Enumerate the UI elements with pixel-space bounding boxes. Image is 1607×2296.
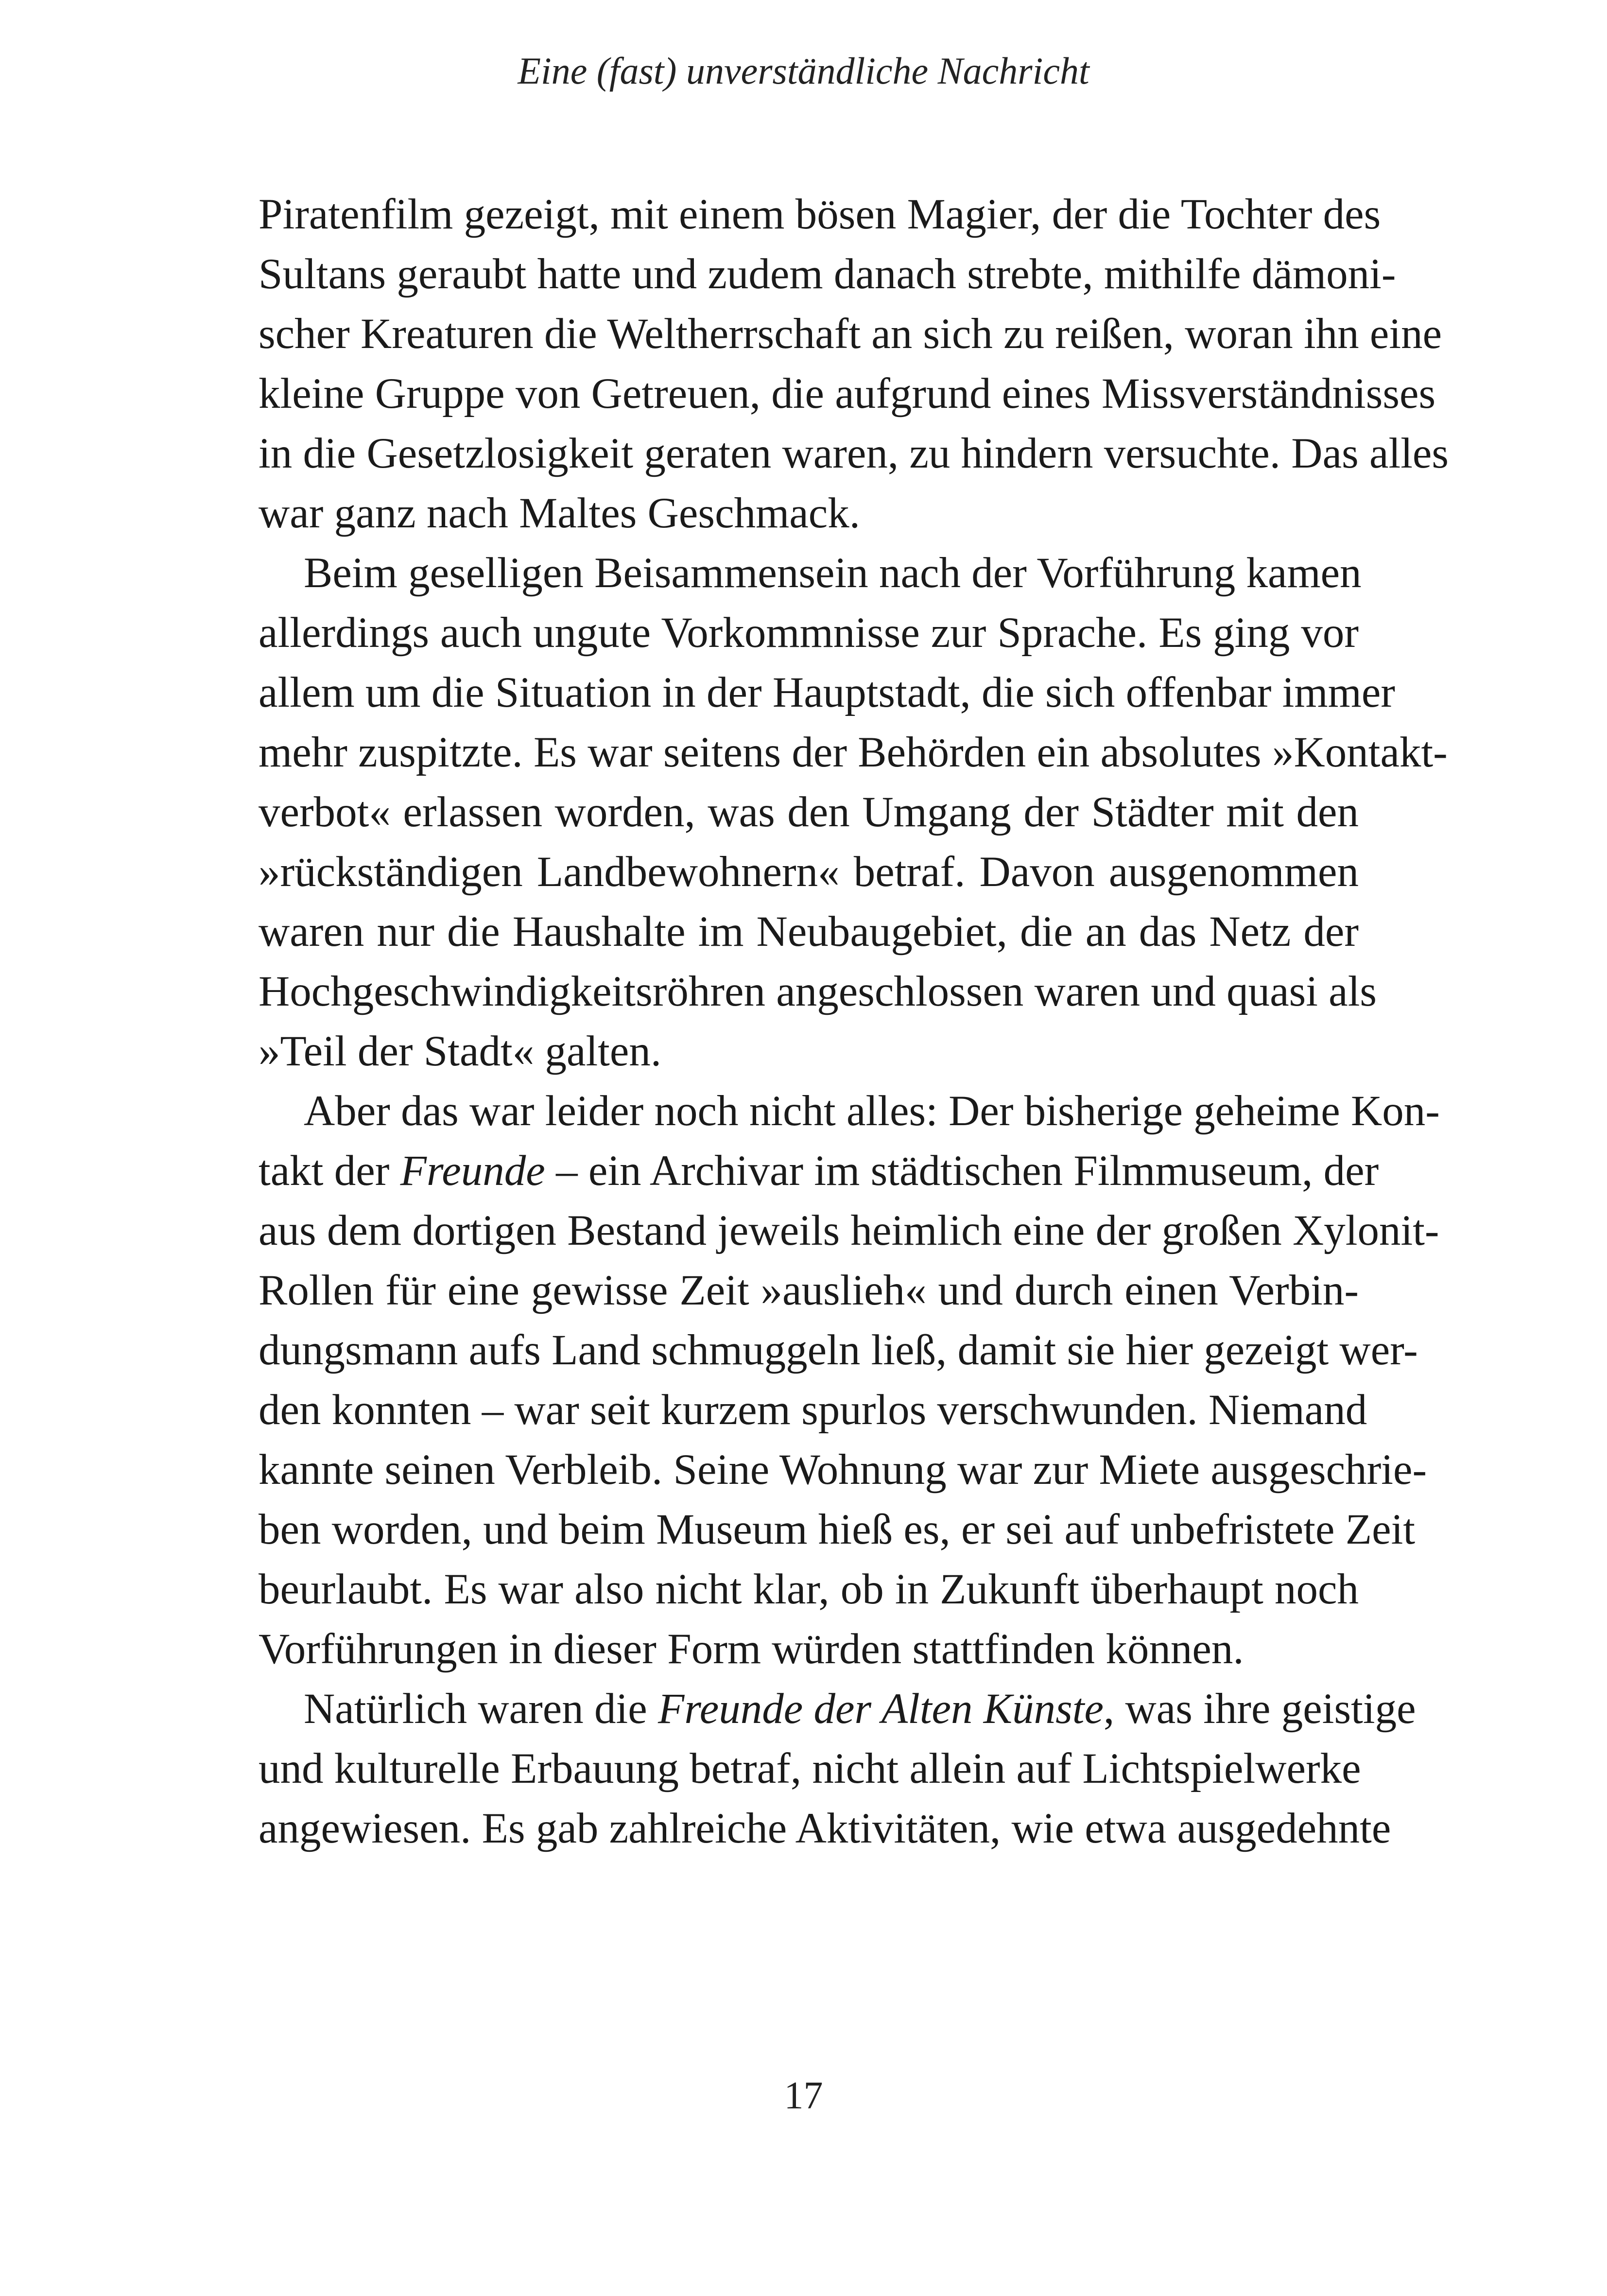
text-line: kannte seinen Verbleib. Seine Wohnung war zur Miete ausgeschrie- xyxy=(259,1446,1427,1494)
text-line: kleine Gruppe von Getreuen, die aufgrund eines Missverständnisses xyxy=(259,370,1436,417)
text-line: Beim geselligen Beisammensein nach der Vorführung kamen xyxy=(304,549,1362,597)
text-line: Aber das war leider noch nicht alles: Der bisherige geheime Kon- xyxy=(304,1087,1440,1135)
text-line: angewiesen. Es gab zahlreiche Aktivitäten, wie etwa ausgedehnte xyxy=(259,1805,1391,1852)
text-line: »rückständigen Landbewohnern« betraf. Davon ausgenommen xyxy=(259,848,1359,896)
text-line xyxy=(259,1679,1416,1739)
text-line: ben worden, und beim Museum hieß es, er sei auf unbefristete Zeit xyxy=(259,1506,1416,1553)
text-segment: , was ihre geistige xyxy=(1104,1685,1416,1733)
text-line: den konnten – war seit kurzem spurlos verschwunden. Niemand xyxy=(259,1386,1367,1434)
text-line: scher Kreaturen die Weltherrschaft an sich zu reißen, woran ihn eine xyxy=(259,310,1442,358)
text-segment: takt der xyxy=(259,1147,400,1195)
italic-text-segment: Freunde xyxy=(400,1147,545,1195)
text-line: Sultans geraubt hatte und zudem danach strebte, mithilfe dämoni- xyxy=(259,250,1396,298)
text-line: in die Gesetzlosigkeit geraten waren, zu hindern versuchte. Das alles xyxy=(259,430,1449,477)
page-number: 17 xyxy=(784,2074,823,2117)
text-line: allem um die Situation in der Hauptstadt, die sich offenbar immer xyxy=(259,669,1395,716)
text-line: dungsmann aufs Land schmuggeln ließ, damit sie hier gezeigt wer- xyxy=(259,1326,1418,1374)
text-line: aus dem dortigen Bestand jeweils heimlich eine der großen Xylonit- xyxy=(259,1207,1439,1254)
text-line: Hochgeschwindigkeitsröhren angeschlossen waren und quasi als xyxy=(259,968,1377,1015)
text-line: und kulturelle Erbauung betraf, nicht allein auf Lichtspielwerke xyxy=(259,1745,1361,1792)
text-line: Rollen für eine gewisse Zeit »auslieh« und durch einen Verbin- xyxy=(259,1267,1359,1314)
text-line: Piratenfilm gezeigt, mit einem bösen Magier, der die Tochter des xyxy=(259,191,1381,238)
text-line xyxy=(259,1141,1379,1201)
text-line: allerdings auch ungute Vorkommnisse zur Sprache. Es ging vor xyxy=(259,609,1359,657)
text-line: »Teil der Stadt« galten. xyxy=(259,1027,662,1075)
body-text xyxy=(259,185,1449,1859)
text-line: mehr zuspitzte. Es war seitens der Behörden ein absolutes »Kontakt- xyxy=(259,729,1448,776)
text-line: beurlaubt. Es war also nicht klar, ob in Zukunft überhaupt noch xyxy=(259,1565,1359,1613)
text-line: war ganz nach Maltes Geschmack. xyxy=(259,489,861,537)
text-segment: – ein Archivar im städtischen Filmmuseum, der xyxy=(545,1147,1379,1195)
text-line: verbot« erlassen worden, was den Umgang der Städter mit den xyxy=(259,788,1359,836)
text-segment: Natürlich waren die xyxy=(304,1685,658,1733)
text-line: waren nur die Haushalte im Neubaugebiet, die an das Netz der xyxy=(259,908,1359,956)
italic-text-segment: Freunde der Alten Künste xyxy=(658,1685,1104,1733)
text-line: Vorführungen in dieser Form würden stattfinden können. xyxy=(259,1625,1244,1673)
running-header: Eine (fast) unverständliche Nachricht xyxy=(518,50,1089,92)
